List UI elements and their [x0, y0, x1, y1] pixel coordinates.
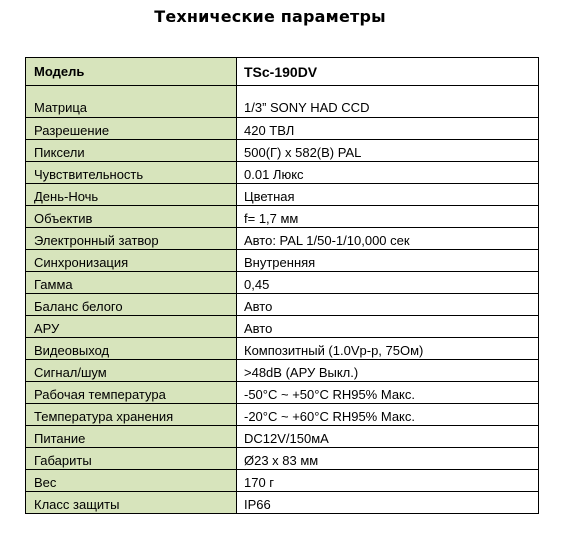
table-row [26, 316, 539, 338]
table-row [26, 360, 539, 382]
param-label-cell: Температура хранения [26, 404, 237, 426]
param-label-cell: Класс защиты [26, 492, 237, 514]
param-label-cell: Баланс белого [26, 294, 237, 316]
param-label-cell: Габариты [26, 448, 237, 470]
param-label-cell: Электронный затвор [26, 228, 237, 250]
param-label-cell: День-Ночь [26, 184, 237, 206]
table-row [26, 184, 539, 206]
param-label-cell: Питание [26, 426, 237, 448]
table-row [26, 294, 539, 316]
param-label-cell: АРУ [26, 316, 237, 338]
table-row [26, 338, 539, 360]
table-row [26, 272, 539, 294]
param-label-cell: Вес [26, 470, 237, 492]
param-value-cell: DC12V/150мА [237, 426, 539, 448]
header-value-cell: TSc-190DV [237, 58, 539, 86]
param-value-cell: Авто: PAL 1/50-1/10,000 сек [237, 228, 539, 250]
param-value-cell: 0,45 [237, 272, 539, 294]
param-value-cell: Композитный (1.0Vp-p, 75Ом) [237, 338, 539, 360]
param-value-cell: f= 1,7 мм [237, 206, 539, 228]
param-value-cell: >48dB (АРУ Выкл.) [237, 360, 539, 382]
param-label-cell: Разрешение [26, 118, 237, 140]
param-label-cell: Синхронизация [26, 250, 237, 272]
param-value-cell: Ø23 x 83 мм [237, 448, 539, 470]
param-value-cell: 500(Г) x 582(В) PAL [237, 140, 539, 162]
table-header-row [26, 58, 539, 86]
param-label-cell: Видеовыход [26, 338, 237, 360]
table-row [26, 382, 539, 404]
param-value-cell: Внутренняя [237, 250, 539, 272]
param-value-cell: Цветная [237, 184, 539, 206]
table-row [26, 86, 539, 118]
param-label-cell: Чувствительность [26, 162, 237, 184]
param-label-cell: Матрица [26, 86, 237, 118]
param-label-cell: Рабочая температура [26, 382, 237, 404]
table-row [26, 206, 539, 228]
param-value-cell: -20°C ~ +60°C RH95% Макс. [237, 404, 539, 426]
table-row [26, 162, 539, 184]
param-label-cell: Объектив [26, 206, 237, 228]
table-row [26, 492, 539, 514]
param-value-cell: 170 г [237, 470, 539, 492]
table-row [26, 118, 539, 140]
header-label-cell: Модель [26, 58, 237, 86]
param-label-cell: Пиксели [26, 140, 237, 162]
param-value-cell: Авто [237, 294, 539, 316]
param-value-cell: IP66 [237, 492, 539, 514]
param-value-cell: 420 ТВЛ [237, 118, 539, 140]
table-row [26, 250, 539, 272]
table-row [26, 426, 539, 448]
param-value-cell: 1/3” SONY HAD CCD [237, 86, 539, 118]
table-row [26, 448, 539, 470]
param-value-cell: 0.01 Люкс [237, 162, 539, 184]
param-value-cell: -50°C ~ +50°C RH95% Макс. [237, 382, 539, 404]
table-row [26, 470, 539, 492]
table-row [26, 140, 539, 162]
page-title: Технические параметры [154, 7, 386, 26]
param-value-cell: Авто [237, 316, 539, 338]
param-label-cell: Гамма [26, 272, 237, 294]
spec-table [25, 57, 539, 514]
table-row [26, 228, 539, 250]
param-label-cell: Сигнал/шум [26, 360, 237, 382]
table-row [26, 404, 539, 426]
